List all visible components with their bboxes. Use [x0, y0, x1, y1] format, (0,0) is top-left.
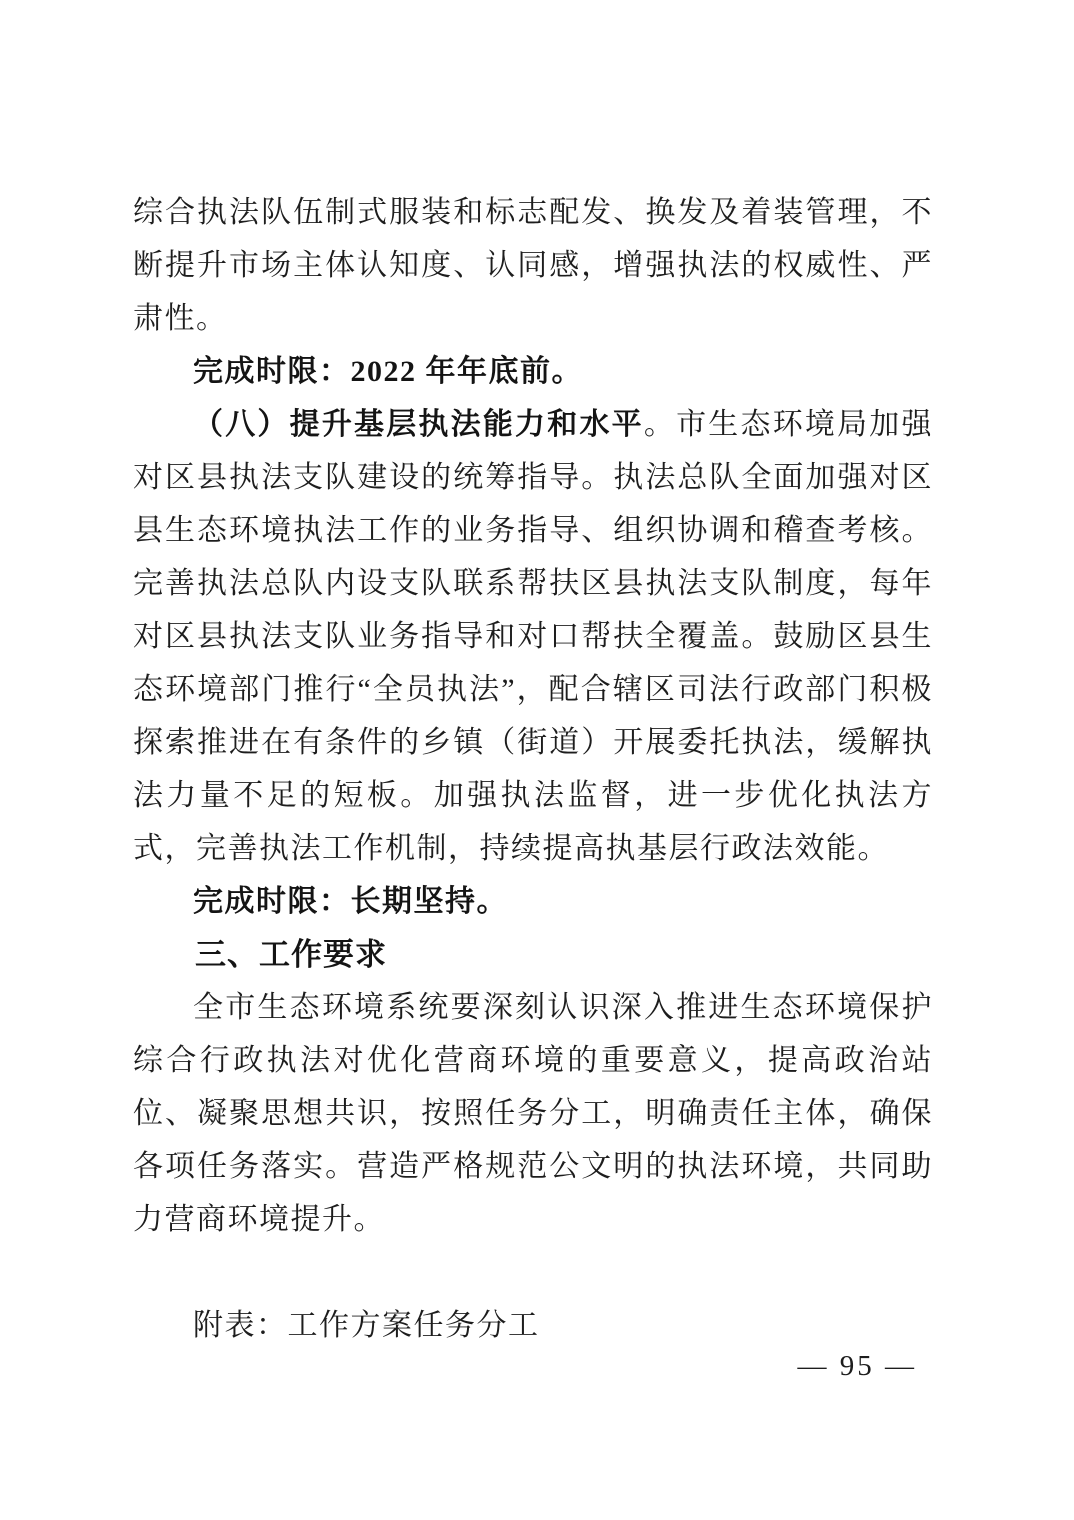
attachment-note: 附表：工作方案任务分工: [193, 1309, 540, 1342]
section-3-heading: 三、工作要求: [195, 937, 387, 972]
section-8-heading: （八）提升基层执法能力和水平: [193, 408, 644, 441]
deadline-line-1: 完成时限：2022 年年底前。: [193, 355, 583, 388]
section-8-body: 。市生态环境局加强对区县执法支队建设的统筹指导。执法总队全面加强对区县生态环境执法工作的业务指导、组织协调和稽查考核。完善执法总队内设支队联系帮扶区县执法支队制度，每年对区县执法支队业务指导和对口帮扶全覆盖。鼓励区县生态环境部门推行“全员执法”，配合辖区司法行政部门积极探索推进在有条件的乡镇（街道）开展委托执法，缓解执法力量不足的短板。加强执法监督，进一步优化执法方式，完善执法工作机制，持续提高执基层行政法效能。: [133, 408, 934, 865]
section-8-paragraph: [133, 398, 933, 875]
work-requirements-paragraph: 全市生态环境系统要深刻认识深入推进生态环境保护综合行政执法对优化营商环境的重要意义，提高政治站位、凝聚思想共识，按照任务分工，明确责任主体，确保各项任务落实。营造严格规范公文明的执法环境，共同助力营商环境提升。: [133, 991, 933, 1236]
continuation-paragraph: 综合执法队伍制式服装和标志配发、换发及着装管理，不断提升市场主体认知度、认同感，增强执法的权威性、严肃性。: [133, 196, 933, 335]
page-number: — 95 —: [797, 1350, 917, 1382]
document-body: [133, 186, 933, 1352]
deadline-line-2: 完成时限：长期坚持。: [193, 885, 508, 918]
